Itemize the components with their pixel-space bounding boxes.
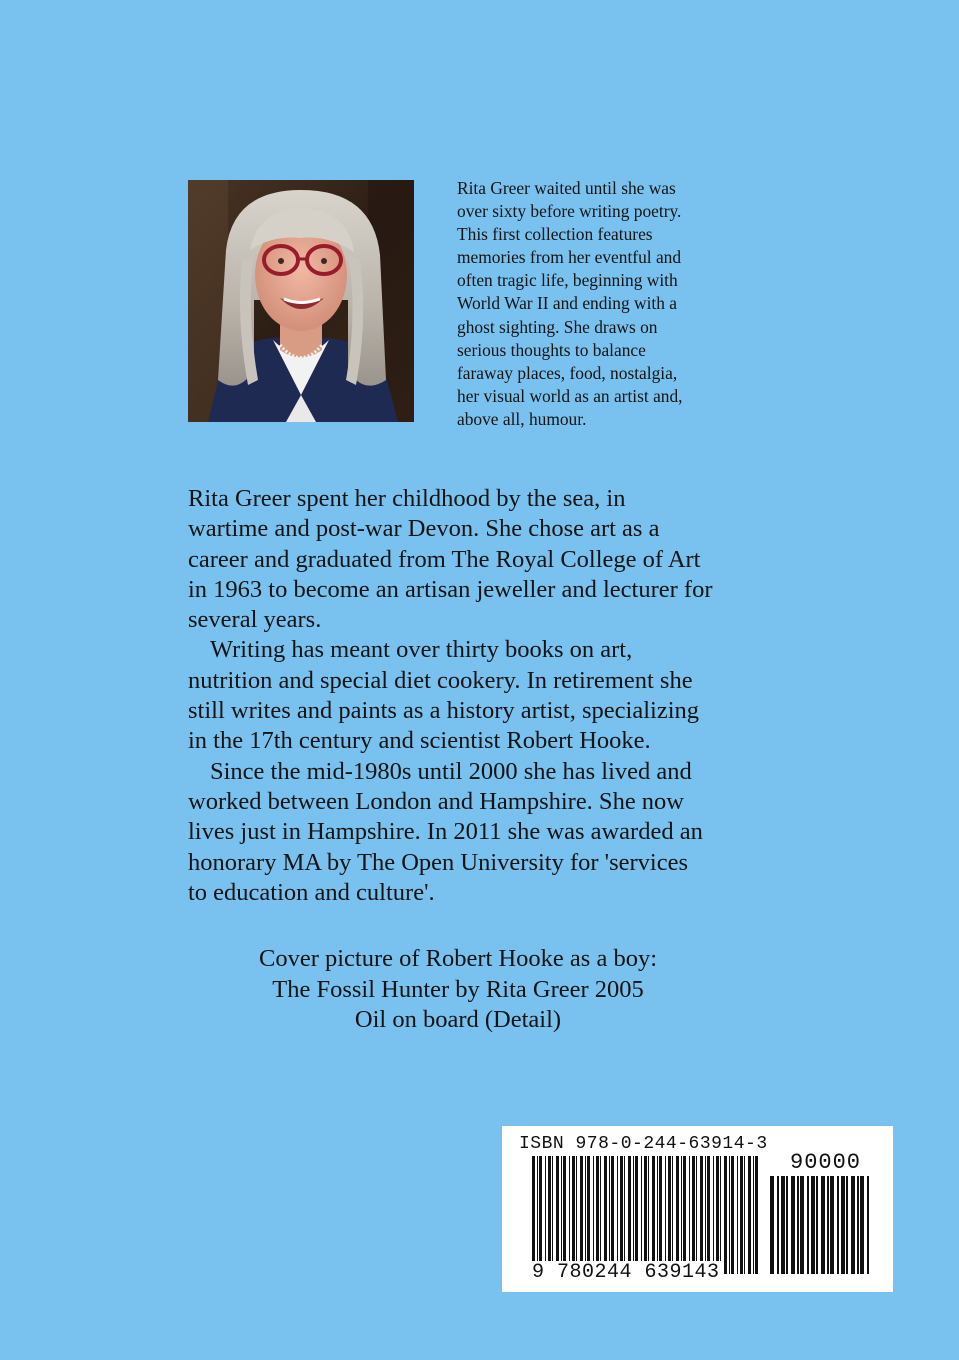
ean-digits: 9 780244 639143 — [532, 1261, 720, 1284]
barcode-bar — [781, 1176, 785, 1274]
bio-line: nutrition and special diet cookery. In retirement she — [188, 666, 693, 694]
barcode-bar — [593, 1156, 594, 1274]
barcode-bar — [596, 1156, 599, 1274]
barcode-bar — [700, 1156, 703, 1274]
bio-line: career and graduated from The Royal College of Art — [188, 545, 701, 573]
barcode-bar — [548, 1156, 551, 1274]
blurb-line: her visual world as an artist and, — [457, 385, 683, 406]
barcode-bar — [707, 1156, 710, 1274]
barcode-bar — [837, 1176, 839, 1274]
isbn-label: ISBN 978-0-244-63914-3 — [519, 1134, 768, 1154]
barcode-bar — [665, 1156, 666, 1274]
barcode-bar — [857, 1176, 859, 1274]
barcode-bar — [791, 1176, 795, 1274]
barcode-bar — [705, 1156, 706, 1274]
barcode-bar — [753, 1156, 754, 1274]
blurb-line: faraway places, food, nostalgia, — [457, 362, 678, 383]
barcode-bar — [600, 1156, 601, 1274]
barcode-bar — [786, 1176, 788, 1274]
barcode-bar — [587, 1156, 590, 1274]
barcode-bar — [737, 1156, 738, 1274]
bio-line: lives just in Hampshire. In 2011 she was awarded an — [188, 818, 703, 846]
blurb-line: Rita Greer waited until she was — [457, 178, 676, 198]
barcode-bar — [652, 1156, 655, 1274]
barcode-bar — [867, 1176, 869, 1274]
barcode-bar — [628, 1156, 631, 1274]
barcode-bar — [689, 1156, 690, 1274]
caption-line: Oil on board (Detail) — [354, 1006, 562, 1033]
barcode-bar — [672, 1156, 673, 1274]
barcode-bar — [731, 1156, 734, 1274]
blurb-line: ghost sighting. She draws on — [457, 316, 658, 337]
cover-caption — [188, 944, 728, 1036]
blurb-line: This first collection features — [457, 224, 653, 245]
blurb-line: above all, humour. — [457, 408, 587, 429]
barcode-bar — [635, 1156, 638, 1274]
barcode-bar — [748, 1156, 751, 1274]
barcode-bar — [569, 1156, 570, 1274]
barcode-bar — [576, 1156, 577, 1274]
barcode-bar — [633, 1156, 634, 1274]
barcode-bar — [657, 1156, 658, 1274]
barcode-bar — [830, 1176, 834, 1274]
bio-line: to education and culture'. — [188, 878, 435, 906]
bio-line: in the 17th century and scientist Robert Hooke. — [188, 727, 651, 755]
barcode-bar — [713, 1156, 714, 1274]
bio-line: Writing has meant over thirty books on art, — [210, 636, 633, 664]
blurb-line: memories from her eventful and — [457, 247, 682, 268]
barcode-bar — [744, 1156, 745, 1274]
barcode-bar — [816, 1176, 818, 1274]
barcode-bar — [681, 1156, 682, 1274]
bio-line: in 1963 to become an artisan jeweller and lecturer for — [188, 575, 713, 603]
biography — [188, 484, 768, 908]
barcode-bar — [770, 1176, 774, 1274]
barcode-bar — [537, 1156, 538, 1274]
barcode-bar — [624, 1156, 625, 1274]
barcode-bar — [683, 1156, 686, 1274]
price-code: 90000 — [790, 1150, 862, 1175]
barcode-bar — [692, 1156, 695, 1274]
author-blurb — [457, 177, 757, 431]
barcode-bar — [609, 1156, 610, 1274]
blurb-line: often tragic life, beginning with — [457, 270, 678, 291]
barcode-bar — [552, 1156, 553, 1274]
barcode-bar — [580, 1156, 583, 1274]
barcode-bar — [729, 1156, 730, 1274]
barcode-bar — [617, 1156, 618, 1274]
barcode-bar — [532, 1156, 535, 1274]
barcode-bar — [827, 1176, 829, 1274]
barcode-bar — [800, 1176, 804, 1274]
bio-line: honorary MA by The Open University for 'services — [188, 848, 688, 876]
barcode-bar — [648, 1156, 649, 1274]
author-photo — [188, 180, 414, 422]
barcode-bar — [720, 1156, 721, 1274]
barcode-bar — [561, 1156, 562, 1274]
barcode-bar — [620, 1156, 623, 1274]
bio-line: wartime and post-war Devon. She chose art as a — [188, 515, 660, 543]
barcode-bar — [676, 1156, 679, 1274]
barcode-bar — [539, 1156, 542, 1274]
barcode-bar — [740, 1156, 743, 1274]
barcode-bar — [807, 1176, 809, 1274]
barcode-bar — [644, 1156, 647, 1274]
barcode-bar — [860, 1176, 864, 1274]
barcode-bar — [821, 1176, 825, 1274]
blurb-line: serious thoughts to balance — [457, 339, 646, 360]
barcode-bar — [668, 1156, 671, 1274]
barcode-bar — [811, 1176, 815, 1274]
barcode-bar — [755, 1156, 758, 1274]
barcode-bar — [604, 1156, 607, 1274]
isbn-barcode — [502, 1126, 893, 1292]
blurb-line: over sixty before writing poetry. — [457, 201, 682, 222]
blurb-line: World War II and ending with a — [457, 293, 677, 314]
caption-line: Cover picture of Robert Hooke as a boy: — [258, 945, 658, 972]
caption-line: The Fossil Hunter by Rita Greer 2005 — [272, 975, 644, 1003]
bio-line: still writes and paints as a history artist, specializing — [188, 697, 699, 725]
barcode-bar — [716, 1156, 719, 1274]
bio-line: worked between London and Hampshire. She now — [188, 787, 685, 815]
barcode-bar — [545, 1156, 546, 1274]
barcode-bar — [585, 1156, 586, 1274]
barcode-bar — [659, 1156, 662, 1274]
barcode-bar — [641, 1156, 642, 1274]
barcode-bar — [777, 1176, 779, 1274]
bio-line: Rita Greer spent her childhood by the sea, in — [188, 485, 626, 512]
barcode-bar — [556, 1156, 559, 1274]
barcode-bar — [563, 1156, 566, 1274]
barcode-bar — [797, 1176, 799, 1274]
barcode-bar — [696, 1156, 697, 1274]
barcode-bar — [572, 1156, 575, 1274]
barcode-bar — [851, 1176, 855, 1274]
barcode-bar — [846, 1176, 848, 1274]
barcode-bar — [611, 1156, 614, 1274]
barcode-bar — [724, 1156, 727, 1274]
barcode-bar — [841, 1176, 845, 1274]
author-portrait-image — [188, 180, 414, 422]
bio-line: several years. — [188, 606, 322, 634]
bio-line: Since the mid-1980s until 2000 she has lived and — [210, 757, 692, 785]
